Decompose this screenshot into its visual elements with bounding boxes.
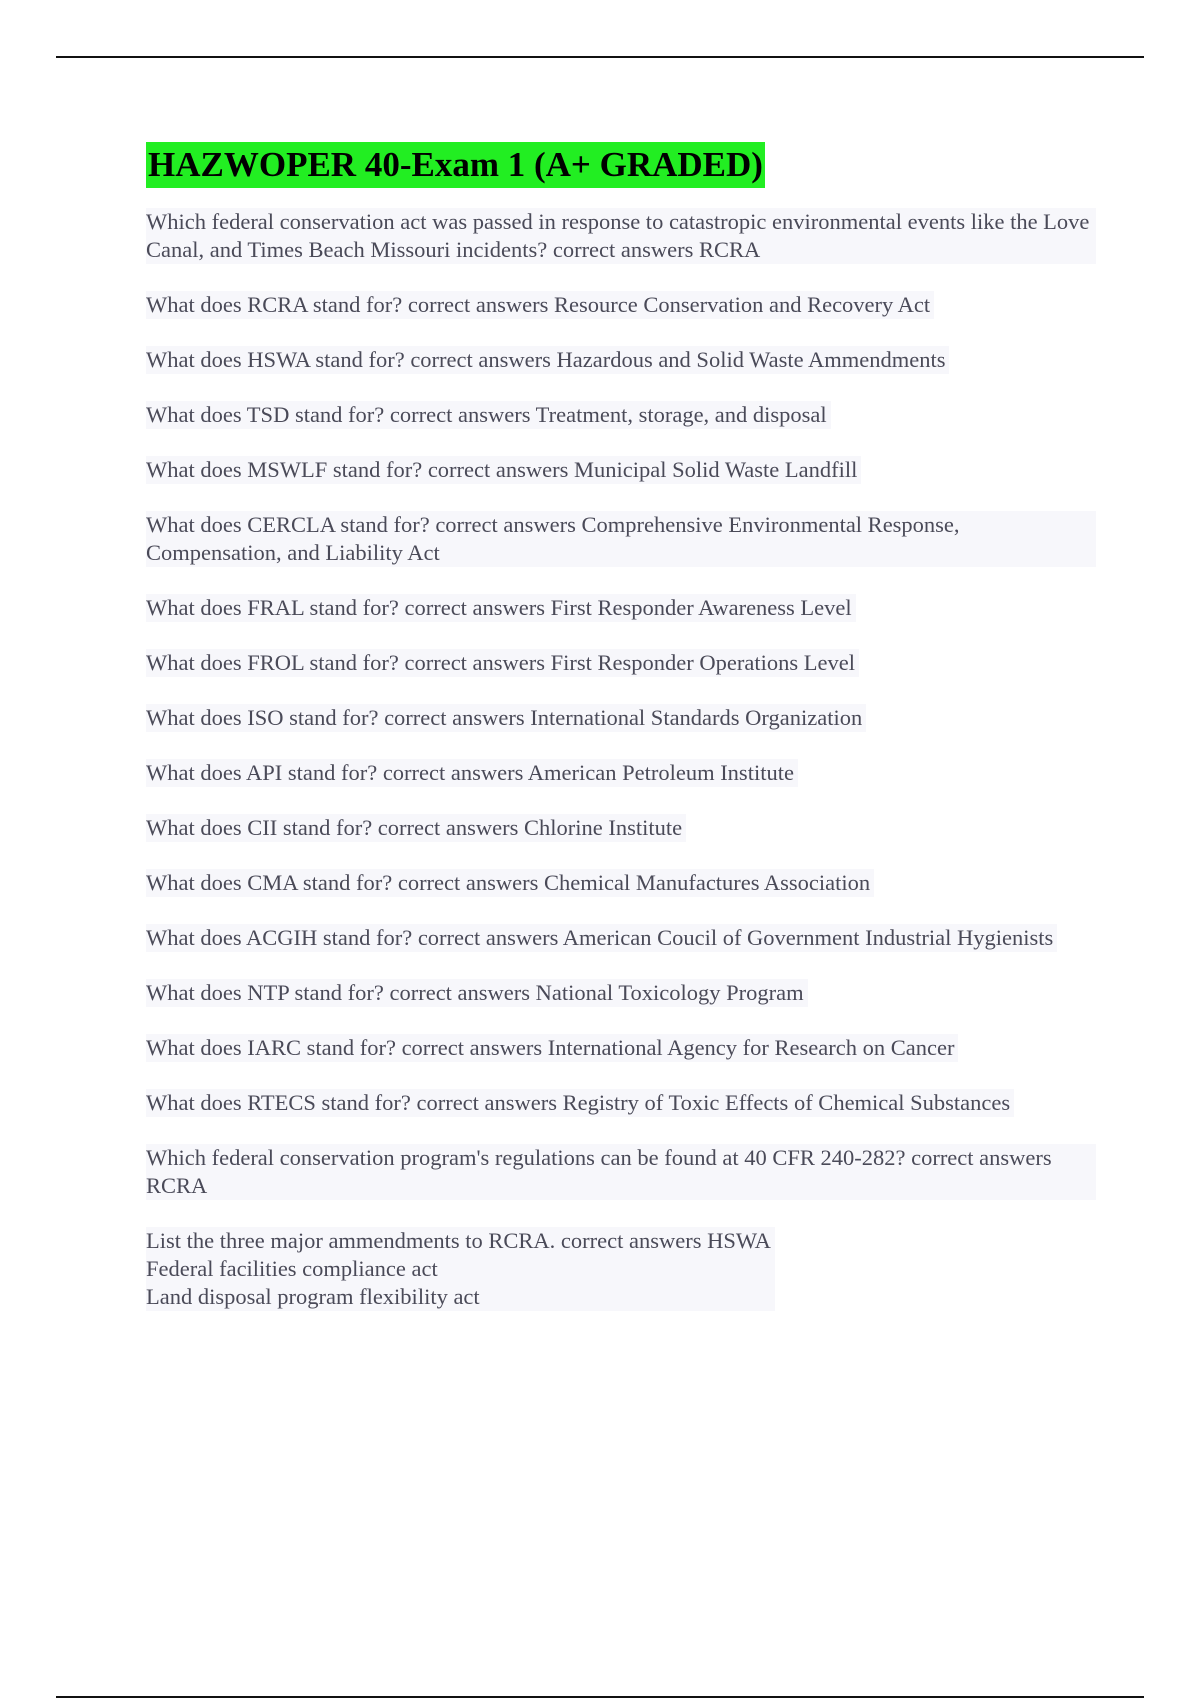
qa-item (146, 511, 1096, 594)
qa-item (146, 1089, 1096, 1144)
qa-item (146, 759, 1096, 814)
qa-text: What does IARC stand for? correct answers International Agency for Research on Cancer (146, 1034, 958, 1062)
qa-text: What does RCRA stand for? correct answers Resource Conservation and Recovery Act (146, 291, 934, 319)
qa-item (146, 649, 1096, 704)
qa-text: What does FRAL stand for? correct answers First Responder Awareness Level (146, 594, 856, 622)
qa-item (146, 346, 1096, 401)
qa-text: What does TSD stand for? correct answers Treatment, storage, and disposal (146, 401, 831, 429)
qa-item (146, 456, 1096, 511)
qa-text: What does RTECS stand for? correct answers Registry of Toxic Effects of Chemical Substances (146, 1089, 1014, 1117)
document-title: HAZWOPER 40-Exam 1 (A+ GRADED) (146, 142, 765, 188)
qa-text: What does ACGIH stand for? correct answers American Coucil of Government Industrial Hygienists (146, 924, 1057, 952)
qa-text: What does FROL stand for? correct answers First Responder Operations Level (146, 649, 859, 677)
qa-item (146, 401, 1096, 456)
qa-text: What does CII stand for? correct answers Chlorine Institute (146, 814, 686, 842)
qa-text: Which federal conservation program's regulations can be found at 40 CFR 240-282? correct answers RCRA (146, 1144, 1096, 1200)
qa-item (146, 1034, 1096, 1089)
qa-item (146, 1144, 1096, 1227)
qa-text: What does HSWA stand for? correct answers Hazardous and Solid Waste Ammendments (146, 346, 949, 374)
qa-text: What does NTP stand for? correct answers National Toxicology Program (146, 979, 808, 1007)
qa-item (146, 979, 1096, 1034)
qa-text: What does ISO stand for? correct answers International Standards Organization (146, 704, 866, 732)
document-body (146, 142, 1096, 1338)
qa-item (146, 814, 1096, 869)
qa-text: Which federal conservation act was passed in response to catastropic environmental events like the Love Canal, and Times Beach Missouri incidents? correct answers RCRA (146, 208, 1096, 264)
qa-text: What does API stand for? correct answers American Petroleum Institute (146, 759, 798, 787)
qa-item (146, 704, 1096, 759)
qa-item (146, 869, 1096, 924)
qa-item (146, 924, 1096, 979)
qa-item (146, 594, 1096, 649)
bottom-rule (56, 1696, 1144, 1698)
qa-text: What does CMA stand for? correct answers Chemical Manufactures Association (146, 869, 874, 897)
qa-item (146, 291, 1096, 346)
top-rule (56, 56, 1144, 58)
title-wrap (146, 142, 1096, 208)
qa-text: What does CERCLA stand for? correct answers Comprehensive Environmental Response, Compensation, and Liability Act (146, 511, 1096, 567)
qa-text: List the three major ammendments to RCRA. correct answers HSWA Federal facilities compliance act Land disposal program flexibility act (146, 1227, 775, 1311)
qa-text: What does MSWLF stand for? correct answers Municipal Solid Waste Landfill (146, 456, 861, 484)
qa-item (146, 1227, 1096, 1338)
qa-item (146, 208, 1096, 291)
